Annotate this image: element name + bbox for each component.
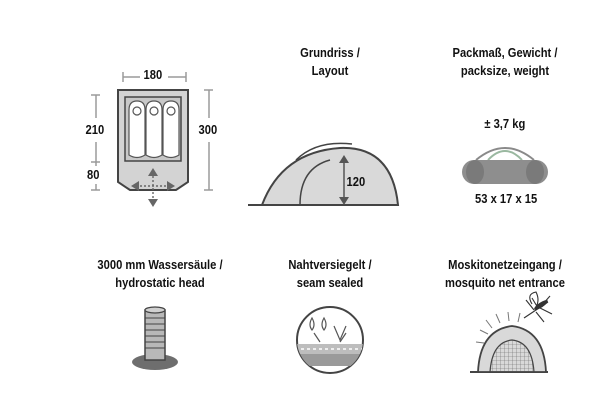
- hydrostatic-title-line2: hydrostatic head: [115, 275, 205, 290]
- floorplan-inner-length-label: 210: [85, 122, 105, 137]
- layout-title-line2: Layout: [311, 63, 349, 78]
- seams-title-line2: seam sealed: [296, 275, 364, 290]
- floorplan-total-length-label: 300: [198, 122, 218, 137]
- floorplan-width-label: 180: [143, 67, 163, 82]
- pack-title-line2: packsize, weight: [460, 63, 550, 78]
- hydrostatic-title-line1: 3000 mm Wassersäule /: [97, 257, 223, 272]
- mosquito-title-line1: Moskitonetzeingang /: [448, 257, 562, 272]
- layout-title-line1: Grundriss /: [300, 45, 360, 60]
- pack-dimensions: 53 x 17 x 15: [475, 191, 538, 206]
- tent-height-label: 120: [346, 174, 366, 189]
- pack-weight: ± 3,7 kg: [484, 116, 526, 131]
- mosquito-title-line2: mosquito net entrance: [445, 275, 565, 290]
- seams-title-line1: Nahtversiegelt /: [288, 257, 372, 272]
- pack-title-line1: Packmaß, Gewicht /: [452, 45, 558, 60]
- floorplan-vestibule-label: 80: [87, 167, 100, 182]
